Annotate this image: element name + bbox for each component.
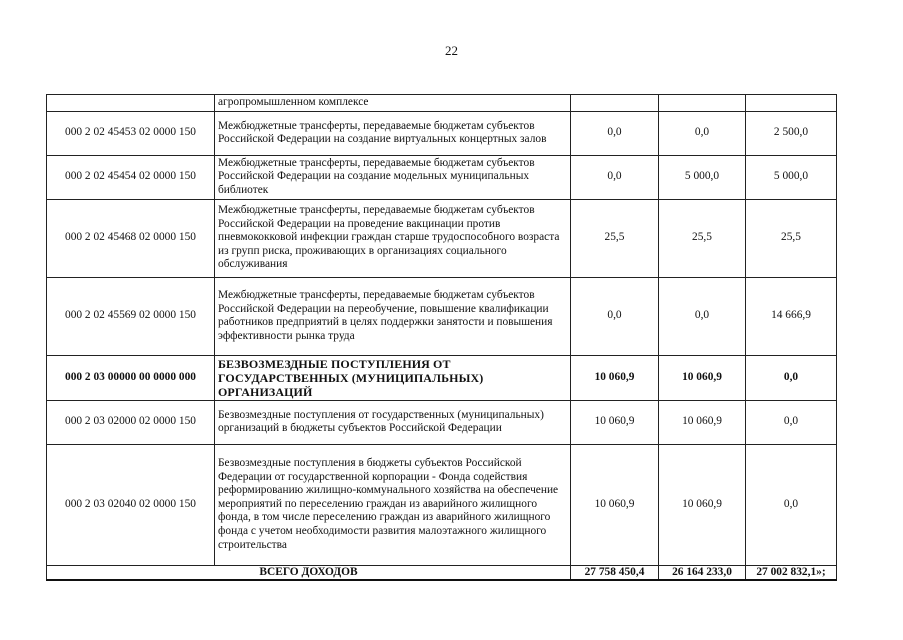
value-2023-cell (746, 95, 837, 112)
total-label: ВСЕГО ДОХОДОВ (47, 565, 571, 580)
total-row (47, 565, 837, 580)
value-2021-cell: 10 060,9 (571, 444, 659, 565)
description-cell: Межбюджетные трансферты, передаваемые бюджетам субъектов Российской Федерации на переобучение, повышение квалификации работников предприятий в целях поддержки занятости и повышения эффективности рынка труда (215, 277, 571, 355)
value-2023-cell: 0,0 (746, 355, 837, 400)
value-2022-cell: 10 060,9 (659, 400, 746, 444)
value-2021-cell: 10 060,9 (571, 355, 659, 400)
total-value-cell: 27 758 450,4 (571, 565, 659, 580)
value-2023-cell: 0,0 (746, 444, 837, 565)
table-row (47, 277, 837, 355)
value-2021-cell: 0,0 (571, 277, 659, 355)
page-number: 22 (445, 43, 458, 58)
description-cell: Безвозмездные поступления в бюджеты субъектов Российской Федерации от государственной корпорации - Фонда содействия реформированию жилищно-коммунального хозяйства на обеспечение мероприятий по переселению граждан из аварийного жилищного фонда, в том числе переселению граждан из аварийного жилищного фонда с учетом необходимости развития малоэтажного жилищного строительства (215, 444, 571, 565)
value-2021-cell: 0,0 (571, 111, 659, 155)
value-2022-cell: 10 060,9 (659, 444, 746, 565)
description-cell: Межбюджетные трансферты, передаваемые бюджетам субъектов Российской Федерации на создание модельных муниципальных библиотек (215, 155, 571, 199)
description-cell: БЕЗВОЗМЕЗДНЫЕ ПОСТУПЛЕНИЯ ОТ ГОСУДАРСТВЕННЫХ (МУНИЦИПАЛЬНЫХ) ОРГАНИЗАЦИЙ (215, 355, 571, 400)
budget-code-cell: 000 2 02 45569 02 0000 150 (47, 277, 215, 355)
description-cell: Межбюджетные трансферты, передаваемые бюджетам субъектов Российской Федерации на создание виртуальных концертных залов (215, 111, 571, 155)
description-cell: Безвозмездные поступления от государственных (муниципальных) организаций в бюджеты субъектов Российской Федерации (215, 400, 571, 444)
value-2021-cell: 10 060,9 (571, 400, 659, 444)
value-2023-cell: 14 666,9 (746, 277, 837, 355)
value-2022-cell: 25,5 (659, 199, 746, 277)
table-row (47, 111, 837, 155)
table-row (47, 355, 837, 400)
total-value-cell: 27 002 832,1»; (746, 565, 837, 580)
value-2022-cell: 10 060,9 (659, 355, 746, 400)
value-2022-cell: 5 000,0 (659, 155, 746, 199)
budget-code-cell: 000 2 02 45453 02 0000 150 (47, 111, 215, 155)
total-value-cell: 26 164 233,0 (659, 565, 746, 580)
value-2021-cell (571, 95, 659, 112)
value-2021-cell: 0,0 (571, 155, 659, 199)
budget-code-cell (47, 95, 215, 112)
table-body (47, 95, 837, 581)
budget-code-cell: 000 2 03 00000 00 0000 000 (47, 355, 215, 400)
budget-code-cell: 000 2 03 02000 02 0000 150 (47, 400, 215, 444)
value-2023-cell: 0,0 (746, 400, 837, 444)
revenue-table (46, 94, 837, 581)
table-row (47, 95, 837, 112)
budget-code-cell: 000 2 02 45454 02 0000 150 (47, 155, 215, 199)
value-2022-cell: 0,0 (659, 111, 746, 155)
value-2023-cell: 2 500,0 (746, 111, 837, 155)
budget-code-cell: 000 2 03 02040 02 0000 150 (47, 444, 215, 565)
value-2022-cell (659, 95, 746, 112)
table-row (47, 199, 837, 277)
description-cell: агропромышленном комплексе (215, 95, 571, 112)
value-2021-cell: 25,5 (571, 199, 659, 277)
budget-code-cell: 000 2 02 45468 02 0000 150 (47, 199, 215, 277)
table-row (47, 155, 837, 199)
value-2023-cell: 25,5 (746, 199, 837, 277)
table-row (47, 444, 837, 565)
value-2023-cell: 5 000,0 (746, 155, 837, 199)
table-row (47, 400, 837, 444)
description-cell: Межбюджетные трансферты, передаваемые бюджетам субъектов Российской Федерации на проведение вакцинации против пневмококковой инфекции граждан старше трудоспособного возраста из групп риска, проживающих в организациях социального обслуживания (215, 199, 571, 277)
value-2022-cell: 0,0 (659, 277, 746, 355)
